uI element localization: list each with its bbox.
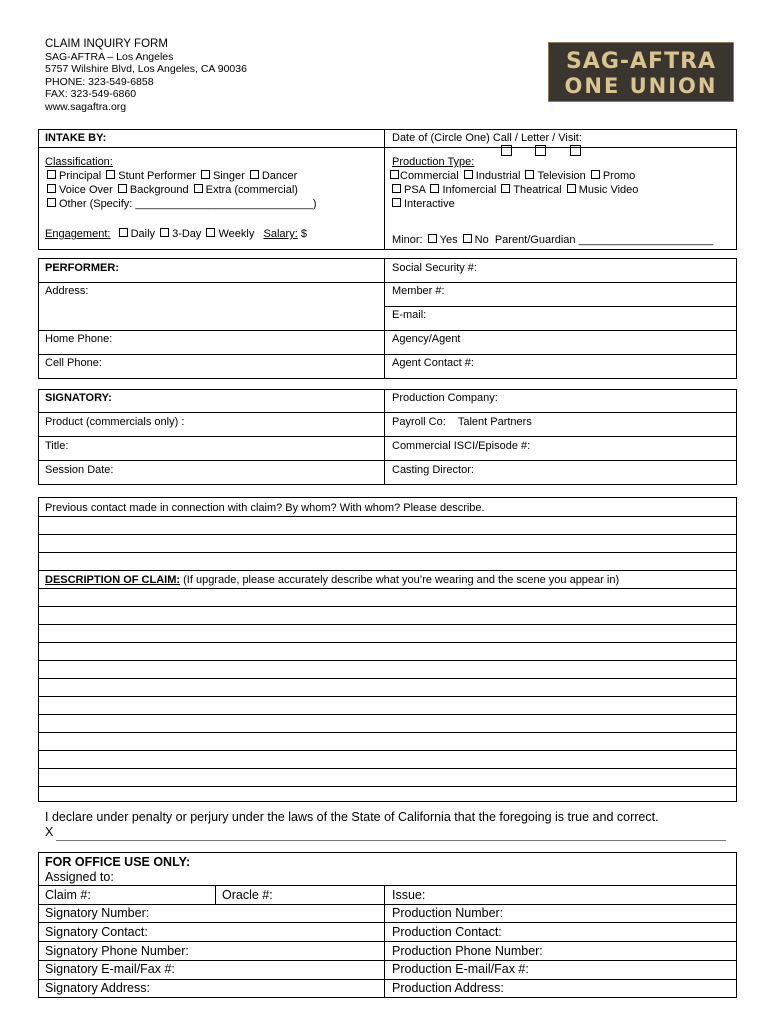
org-address: 5757 Wilshire Blvd, Los Angeles, CA 90036 [45,63,247,76]
production-phone-field[interactable]: Production Phone Number: [392,944,543,958]
letterhead [45,38,247,113]
office-use-label: FOR OFFICE USE ONLY: [45,855,191,869]
performer-section [38,258,737,379]
casting-director-field[interactable]: Casting Director: [392,464,474,476]
production-type-row-1: Commercial Industrial Television Promo [390,170,635,183]
description-hint: (If upgrade, please accurately describe what you’re wearing and the scene you appear in) [183,574,620,586]
industrial-checkbox[interactable] [464,170,473,179]
psa-checkbox[interactable] [392,184,401,193]
guardian-field[interactable]: Parent/Guardian ______________________ [494,234,714,246]
production-company-field[interactable]: Production Company: [392,392,498,404]
claim-details-section [38,497,737,802]
org-website: www.sagaftra.org [45,100,127,113]
signatory-section [38,389,737,485]
daily-checkbox[interactable] [119,228,128,237]
address-field[interactable]: Address: [45,285,89,297]
member-field[interactable]: Member #: [392,285,445,297]
email-field[interactable]: E-mail: [392,309,427,321]
signatory-contact-field[interactable]: Signatory Contact: [45,925,148,939]
org-name: SAG-AFTRA – Los Angeles [45,51,174,63]
agent-contact-field[interactable]: Agent Contact #: [392,357,474,369]
isci-field[interactable]: Commercial ISCI/Episode #: [392,440,531,452]
logo-line-1: SAG-AFTRA [565,49,717,74]
classification-row-1: Principal Stunt Performer Singer Dancer [45,170,297,183]
infomercial-checkbox[interactable] [430,184,439,193]
classification-row-2: Voice Over Background Extra (commercial) [45,184,298,197]
home-phone-field[interactable]: Home Phone: [45,333,113,345]
signature-mark: X [45,825,54,839]
television-checkbox[interactable] [525,170,534,179]
extra-checkbox[interactable] [194,184,203,193]
production-type-label: Production Type: [392,156,475,168]
minor-row: Minor: Yes No Parent/Guardian ______________________ [392,234,714,246]
music-video-checkbox[interactable] [567,184,576,193]
title-field[interactable]: Title: [45,440,69,452]
production-type-row-2: PSA Infomercial Theatrical Music Video [390,184,638,197]
signatory-phone-field[interactable]: Signatory Phone Number: [45,944,189,958]
signatory-address-field[interactable]: Signatory Address: [45,981,150,995]
oracle-number-field[interactable]: Oracle #: [222,888,273,902]
classification-row-3: Other (Specify: _____________________________) [45,198,317,211]
singer-checkbox[interactable] [201,170,210,179]
letter-checkbox[interactable] [535,145,546,156]
assigned-to-field[interactable]: Assigned to: [45,870,114,884]
minor-no-checkbox[interactable] [463,234,472,243]
production-address-field[interactable]: Production Address: [392,981,504,995]
description-label: DESCRIPTION OF CLAIM: [45,574,181,586]
contact-date-label: Date of (Circle One) Call / Letter / Visit: [392,132,582,144]
production-email-field[interactable]: Production E-mail/Fax #: [392,962,529,976]
signatory-number-field[interactable]: Signatory Number: [45,906,150,920]
commercial-checkbox[interactable] [390,170,399,179]
description-label-row [45,574,619,587]
interactive-checkbox[interactable] [392,198,401,207]
voice-over-checkbox[interactable] [47,184,56,193]
issue-field[interactable]: Issue: [392,888,426,902]
production-type-row-3: Interactive [390,198,455,211]
performer-label: PERFORMER: [45,262,119,274]
production-number-field[interactable]: Production Number: [392,906,504,920]
session-date-field[interactable]: Session Date: [45,464,114,476]
salary-field[interactable]: $ [300,228,307,240]
org-phone: PHONE: 323-549-6858 [45,75,154,88]
intake-label: INTAKE BY: [45,132,107,144]
classification-label: Classification: [45,156,113,168]
theatrical-checkbox[interactable] [501,184,510,193]
minor-yes-checkbox[interactable] [428,234,437,243]
background-checkbox[interactable] [118,184,127,193]
dancer-checkbox[interactable] [250,170,259,179]
principal-checkbox[interactable] [47,170,56,179]
signatory-email-field[interactable]: Signatory E-mail/Fax #: [45,962,175,976]
declaration-text: I declare under penalty or perjury under the laws of the State of California that the foregoing is true and correct. [45,810,659,824]
engagement-row: Engagement: Daily 3-Day Weekly Salary: $ [45,228,307,240]
org-fax: FAX: 323-549-6860 [45,88,137,101]
other-checkbox[interactable] [47,198,56,207]
promo-checkbox[interactable] [591,170,600,179]
form-title: CLAIM INQUIRY FORM [45,38,168,50]
payroll-field[interactable]: Payroll Co: Talent Partners [392,416,532,428]
sag-aftra-logo [548,42,734,102]
claim-number-field[interactable]: Claim #: [45,888,91,902]
payroll-value: Talent Partners [457,416,532,428]
three-day-checkbox[interactable] [160,228,169,237]
stunt-checkbox[interactable] [106,170,115,179]
weekly-checkbox[interactable] [206,228,215,237]
agency-field[interactable]: Agency/Agent [392,333,461,345]
product-field[interactable]: Product (commercials only) : [45,416,185,428]
previous-contact-prompt: Previous contact made in connection with claim? By whom? With whom? Please describe. [45,502,485,514]
production-contact-field[interactable]: Production Contact: [392,925,502,939]
signatory-label: SIGNATORY: [45,392,112,404]
signature-line[interactable] [56,840,726,841]
logo-line-2: ONE UNION [564,74,718,98]
visit-checkbox[interactable] [570,145,581,156]
cell-phone-field[interactable]: Cell Phone: [45,357,102,369]
ssn-field[interactable]: Social Security #: [392,262,477,274]
call-checkbox[interactable] [501,145,512,156]
